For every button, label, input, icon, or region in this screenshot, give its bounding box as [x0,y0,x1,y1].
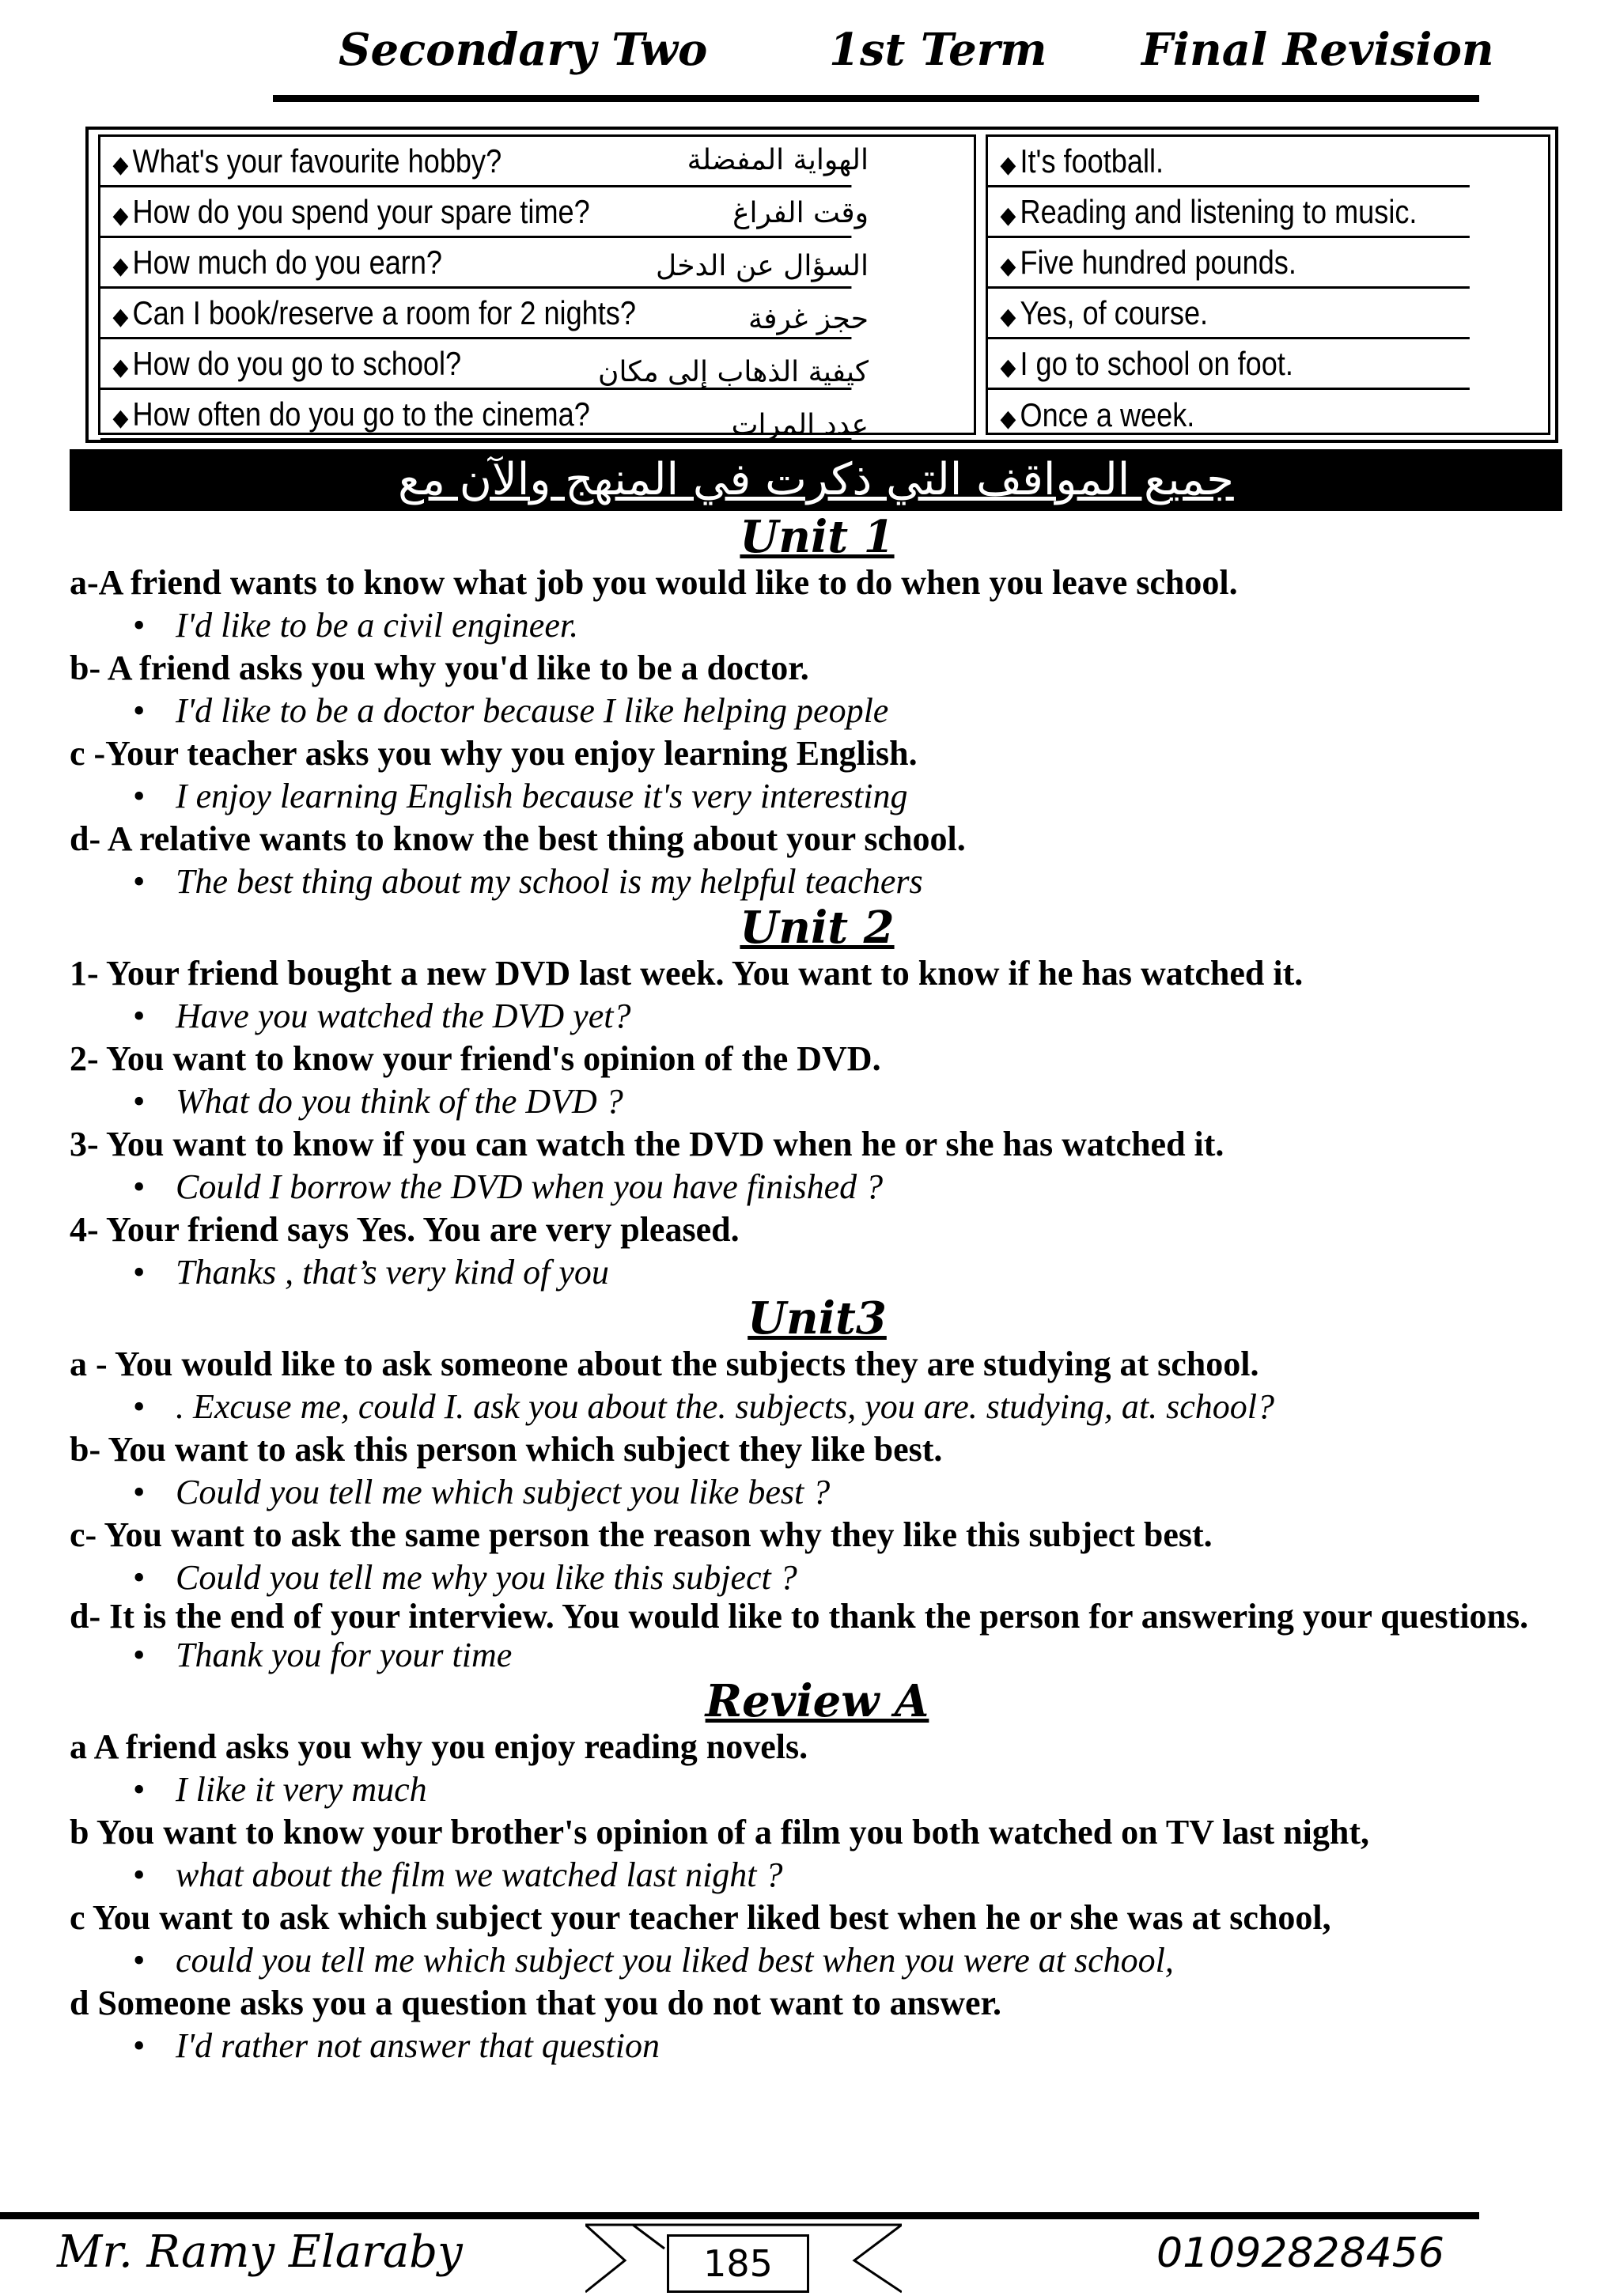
situation-prompt: c You want to ask which subject your teacher liked best when he or she was at school, [70,1898,1331,1937]
question-text: How much do you earn? [132,243,443,281]
answer-text: Yes, of course. [1020,293,1209,331]
situation-prompt: a-A friend wants to know what job you would like to do when you leave school. [70,563,1238,602]
questions-column [98,134,976,441]
situation-answer [70,2025,1565,2067]
table-row [100,289,851,339]
situation-answer [70,690,1565,732]
situation-prompt: 1- Your friend bought a new DVD last week. You want to know if he has watched it. [70,954,1304,993]
situation-answer [70,995,1565,1038]
diamond-bullet-icon: ◆ [112,354,129,380]
phone-number: 01092828456 [1156,2230,1444,2277]
page-header [0,16,1620,103]
situation-prompt: b You want to know your brother's opinion of a film you both watched on TV last night, [70,1813,1369,1852]
answer-text: Once a week. [1020,396,1195,433]
answer-text: What do you think of the DVD ? [176,1082,623,1121]
question-text: How often do you go to the cinema? [132,395,590,433]
situation-answer [70,1768,1565,1811]
situation-prompt: d Someone asks you a question that you do not want to answer. [70,1984,1002,2022]
section-title: Unit3 [748,1292,887,1345]
answer-text: Could I borrow the DVD when you have finished ? [176,1167,884,1206]
answer-text: I'd like to be a doctor because I like helping people [176,691,889,730]
answer-text: The best thing about my school is my helpful teachers [176,862,923,901]
diamond-bullet-icon: ◆ [112,151,129,178]
table-row [988,339,1470,390]
situation-answer [70,604,1565,647]
answer-text: Reading and listening to music. [1020,192,1418,230]
answer-text: Thanks , that’s very kind of you [176,1253,609,1292]
diamond-bullet-icon: ◆ [1000,252,1016,279]
answer-text: Five hundred pounds. [1020,243,1296,281]
arabic-note: السؤال عن الدخل [656,250,869,282]
situation-prompt: c -Your teacher asks you why you enjoy learning English. [70,734,918,773]
arabic-banner: جميع المواقف التي ذكرت في المنهج والآن مع [70,449,1562,511]
diamond-bullet-icon: ◆ [1000,354,1016,380]
answer-text: what about the film we watched last night ? [176,1855,783,1894]
arabic-note: وقت الفراغ [732,197,869,229]
table-row [988,289,1470,339]
question-text: What's your favourite hobby? [132,142,502,180]
arabic-note: عدد المرات [731,409,869,441]
answer-text: Thank you for your time [176,1636,513,1674]
question-text: How do you spend your spare time? [132,192,590,230]
situation-prompt: 2- You want to know your friend's opinion of the DVD. [70,1039,881,1078]
situation-prompt: a - You would like to ask someone about the subjects they are studying at school. [70,1345,1259,1383]
situation-answer [70,1854,1565,1897]
answers-column [986,134,1550,435]
situation-answer [70,1471,1565,1514]
situation-prompt: d- It is the end of your interview. You would like to thank the person for answering your questions. [70,1597,1529,1636]
situation-answer [70,1939,1565,1982]
section-title: Review A [705,1675,929,1727]
diamond-bullet-icon: ◆ [112,202,129,229]
diamond-bullet-icon: ◆ [112,303,129,330]
answer-text: . Excuse me, could I. ask you about the. subjects, you are. studying, at. school? [176,1387,1274,1426]
situation-prompt: d- A relative wants to know the best thing about your school. [70,819,966,858]
arabic-note: كيفية الذهاب إلى مكان [598,356,869,388]
page-footer [0,2203,1620,2292]
page-number: 185 [667,2234,809,2293]
answer-text: It's football. [1020,142,1164,180]
situation-answer [70,1634,1565,1677]
situation-prompt: 4- Your friend says Yes. You are very pleased. [70,1210,740,1249]
situation-prompt: a A friend asks you why you enjoy reading novels. [70,1727,808,1766]
answer-text: Could you tell me why you like this subject ? [176,1558,797,1597]
section-title: Unit 1 [740,511,895,563]
situation-answer [70,1557,1565,1599]
question-table [85,127,1558,443]
header-title: Final Revision [1141,24,1494,76]
table-row [988,390,1470,441]
question-text: Can I book/reserve a room for 2 nights? [132,293,636,331]
arabic-note: الهواية المفضلة [687,144,869,176]
header-grade: Secondary Two [339,24,708,76]
table-row [988,238,1470,289]
section-title: Unit 2 [740,902,895,954]
situation-prompt: 3- You want to know if you can watch the DVD when he or she has watched it. [70,1125,1224,1163]
situation-prompt: b- A friend asks you why you'd like to be a doctor. [70,649,809,687]
diamond-bullet-icon: ◆ [1000,406,1016,432]
author-name: Mr. Ramy Elaraby [57,2226,463,2278]
diamond-bullet-icon: ◆ [1000,303,1016,330]
answer-text: Have you watched the DVD yet? [176,997,631,1035]
table-row [988,187,1470,238]
header-term: 1st Term [829,24,1047,76]
diamond-bullet-icon: ◆ [112,252,129,279]
answer-text: I like it very much [176,1770,427,1809]
answer-text: could you tell me which subject you liked best when you were at school, [176,1941,1174,1980]
answer-text: I'd rather not answer that question [176,2026,660,2065]
situation-answer [70,861,1565,903]
situations-content [70,513,1565,2067]
situation-answer [70,1166,1565,1209]
answer-text: I go to school on foot. [1020,344,1293,382]
header-rule [273,95,1479,102]
situation-answer [70,1251,1565,1294]
diamond-bullet-icon: ◆ [112,404,129,431]
question-text: How do you go to school? [132,344,462,382]
diamond-bullet-icon: ◆ [1000,202,1016,229]
answer-text: I enjoy learning English because it's very interesting [176,777,908,815]
situation-prompt: c- You want to ask the same person the reason why they like this subject best. [70,1515,1213,1554]
arabic-note: حجز غرفة [748,303,869,335]
situation-answer [70,1080,1565,1123]
situation-answer [70,1386,1565,1428]
situation-prompt: b- You want to ask this person which subject they like best. [70,1430,943,1469]
answer-text: Could you tell me which subject you like best ? [176,1473,831,1511]
answer-text: I'd like to be a civil engineer. [176,606,579,645]
table-row [988,137,1470,187]
situation-answer [70,775,1565,818]
diamond-bullet-icon: ◆ [1000,151,1016,178]
